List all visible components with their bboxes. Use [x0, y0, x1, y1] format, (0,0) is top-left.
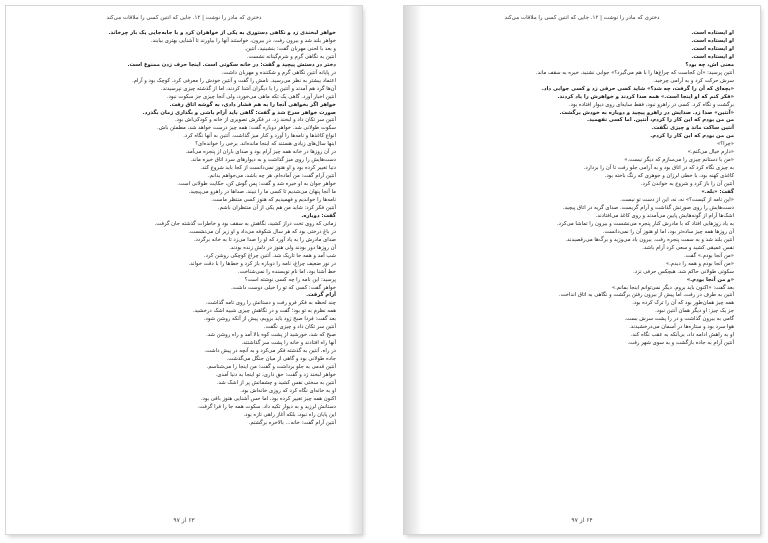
text-line: نامه‌ها را خواندیم و فهمیدیم که هنوز کسی منتظر ماست. — [211, 197, 336, 204]
text-line: او ایستاده است. — [691, 30, 734, 36]
text-line: آن روزها دور بودند ولی هنوز در دلش زنده بودند. — [229, 244, 336, 251]
left-book-page — [6, 6, 362, 534]
text-line: آنتین آرام گفت: خانه... بالاخره برگشتم. — [248, 419, 336, 426]
text-line: گفت: دوباره. — [301, 212, 336, 219]
text-line: انواع کاغذها و نامه‌ها را آورد و کنار میز گذاشت. آنتین به آنها نگاه کرد. — [183, 133, 336, 140]
text-line: آنتین به سختی نفس کشید و چشمانش پر از اشک شد. — [216, 379, 336, 386]
text-line: آنتین آن را باز کرد و شروع به خواندن کرد. — [640, 181, 734, 188]
text-line: سرش حرکت کرد و به آرامی چرخید. — [653, 77, 734, 84]
text-line: او به خانه‌ای نگاه کرد که روزی خانه‌اش بود. — [240, 387, 336, 394]
text-line: اینها سال‌های زیادی هستند که اینجا مانده‌اند. برخی را خوانده‌ای؟ — [195, 141, 336, 148]
right-book-page — [404, 6, 760, 534]
text-line: اشک‌ها آرام از گونه‌هایش پایین می‌آمدند و روی کاغذ می‌افتادند. — [595, 212, 734, 219]
text-line: در باغ درختی بود که هر سال شکوفه می‌داد و او زیر آن می‌نشست. — [188, 228, 336, 235]
text-line: جز یک چیز: او دیگر همان آنتین نبود. — [655, 308, 734, 315]
text-line: خواهر جوان به او خیره شد و گفت: پس گوش کن، حکایت طولانی است. — [177, 181, 336, 188]
text-line: جاده طولانی بود و گاهی از میان جنگل می‌گذشت. — [226, 356, 336, 363]
text-line: به چیزی نگاه کرد که در اتاق بود و به آرامی جلو رفت تا آن را بردارد. — [583, 165, 734, 172]
text-line: «من با دستانم چیزی را می‌سازم که دیگر نیست.» — [624, 157, 734, 164]
text-line: آنتین بلند شد و به سمت پنجره رفت. بیرون باد می‌وزید و برگ‌ها می‌رقصیدند. — [565, 236, 734, 243]
text-line: صدای مادرش را به یاد آورد که او را صدا می‌زد تا به خانه برگردد. — [193, 236, 336, 243]
text-line: آنتین اخبار آورد. گاهی یک تکه ماهی می‌خورد، ولی آنجا چیزی جز سکوت نبود. — [166, 93, 336, 100]
text-line: سکوت طولانی شد. خواهر دوباره گفت: همه چیز درست خواهد شد، مطمئن باش. — [157, 125, 336, 132]
text-line: «من آنجا بودم.» گفت. — [684, 252, 734, 259]
text-line: «فکر کنم که او اینجا است.» همه صدا کردند و خواهرش را یاد کردند. — [557, 93, 734, 100]
text-line: دست‌هایش را روی میز گذاشت و به دیوارهای سرد اتاق خیره ماند. — [190, 157, 336, 164]
text-line: زمانی که روی تخت دراز کشید، نگاهش به سقف بود و خاطرات گذشته جان گرفت. — [154, 220, 336, 227]
text-line: آنتین آرام به جاده بازگشت و به سوی شهر رفت. — [627, 340, 734, 347]
text-line: آن روزها همه چیز ساده‌تر بود، اما او هنوز آن را نمی‌دانست. — [602, 228, 734, 235]
text-line: به یاد روزهایی افتاد که با مادرش کنار پنجره می‌نشست و بیرون را تماشا می‌کرد. — [557, 220, 734, 227]
text-line: نفس عمیقی کشید و سعی کرد آرام باشد. — [642, 244, 734, 251]
text-line: در پایانه آنتین نگاهی گرم و شکننده و مهربان داشت. — [221, 69, 336, 76]
text-line: «چرا؟» — [717, 141, 734, 148]
page-header: دختری که مادر را نوشت | ۱۲. جایی که آنتین کسی را ملاقات می‌کند — [106, 15, 262, 21]
text-line: آنتین فکر کرد: شاید من هم یکی از آن منتظران باشم. — [217, 204, 336, 211]
text-line: سکوتی طولانی حاکم شد. هیچکس حرفی نزد. — [633, 268, 734, 275]
text-line: «دارم خیال می‌کنم.» — [687, 149, 734, 156]
text-line: صبح که شد، خورشید از پشت کوه بالا آمد و راه روشن شد. — [206, 332, 336, 339]
text-line: گفت: «بله.» — [701, 189, 734, 196]
text-line: ما آنجا پنهان می‌شدیم تا کسی ما را نبیند. صداها در راهرو می‌پیچید. — [188, 189, 336, 196]
text-line: «این نامه از کیست؟» نه، نه، این از دست تو نیست. — [620, 197, 734, 204]
text-line: خواهر بلند شد و بیرون رفت. در بیرون، خواستند آنها را بیاورند تا آشنایی بهتری بیابند. — [150, 37, 336, 44]
text-line: در آن روزها در خانه همه چیز آرام بود و صدای باران از پنجره می‌آمد. — [185, 149, 336, 156]
text-line: این پایان راه نبود، بلکه آغاز راهی تازه بود. — [243, 411, 336, 418]
text-line: من من بودم که این کار را کردم. — [650, 133, 734, 140]
text-line: گامی به بیرون گذاشت و در را پشت سرش بست. — [624, 316, 734, 323]
page-number: ۶۴ از ۹۷ — [571, 517, 593, 524]
text-line: کاغذی کهنه بود، با خطی لرزان و جوهری که رنگ باخته بود. — [604, 173, 734, 180]
page-header: دختری که مادر را نوشت | ۱۲. جایی که آنتین کسی را ملاقات می‌کند — [504, 15, 660, 21]
text-line: «آنتین» صدا زد. صدایش در راهرو پیچید و دوباره به خودش برگشت. — [559, 109, 734, 116]
text-line: دست‌هایش را روی صورتش گذاشت و آرام گریست. صدای گریه در اتاق پیچید. — [562, 204, 734, 211]
text-line: دنیا تغییر کرده بود و او هنوز نمی‌دانست از کجا باید شروع کند. — [200, 165, 336, 172]
text-line: همه نظرم به تو بود؛ گفت و در نگاهش چیزی شبیه اشک درخشید. — [192, 308, 336, 315]
text-line: آنتین ساکت ماند و چیزی نگفت. — [651, 125, 734, 132]
text-line: او به راهش ادامه داد، بی‌آنکه به عقب نگاه کند. — [630, 332, 734, 339]
text-line: خواهر لبخندی زد و نگاهی دستوری به یکی از خواهران کرد و با جابه‌جایی یک بار چرخاند. — [108, 30, 336, 36]
text-line: بعد گفت: فردا صبح زود باید برویم، پیش از آنکه روشن شود. — [203, 316, 336, 323]
text-line: «و من آنجا بودم.» — [686, 276, 734, 283]
text-line: آنتین قدمی به جلو برداشت و گفت: من اینجا را می‌شناسم. — [206, 364, 336, 371]
text-line: هوا سرد بود و ستاره‌ها در آسمان می‌درخشیدند. — [629, 324, 734, 331]
text-line: آنتین به نگاهی گرم و شرم‌گینانه نشست. — [246, 53, 336, 60]
text-line: خواهر اگر بخواهی آنجا را به هم فشار دادی، به گوشه اتاق رفت. — [169, 101, 336, 108]
text-line: دختر در دستش پیچید و گفت: در خانه سکوتی است. اینجا حرف زدن ممنوع است. — [127, 61, 336, 68]
page-body-text — [32, 30, 336, 506]
text-line: صورت خواهر سرخ شد و گفت: گاهی باید آرام باشی و بگذاری زمان بگذرد. — [142, 109, 336, 116]
text-line: آنها راه افتادند و خانه را پشت سر گذاشتند. — [241, 340, 336, 347]
text-line: او ایستاده است. — [691, 53, 734, 60]
text-line: خط آشنا بود، اما نام نویسنده را نمی‌شناخت. — [237, 268, 336, 275]
text-line: پرسید: این نامه را چه کسی نوشته است؟ — [244, 276, 336, 283]
text-line: در راه، آنتین به گذشته فکر می‌کرد و به آنچه در پیش داشت. — [204, 348, 336, 355]
page-gutter-shadow — [404, 6, 422, 534]
text-line: دستانش لرزید و به دیوار تکیه داد. سکوت همه جا را فرا گرفت. — [197, 403, 336, 410]
text-line: «بچه‌ای که آن را گرفت، چه شد؟» شاید کسی حرفی زد و کسی جوابی داد. — [541, 85, 734, 92]
text-line: آنتین آرام گفت: من آماده‌ام، هر چه باشد، می‌خواهم بدانم. — [208, 173, 336, 180]
text-line: خواهر گفت: کسی که تو را خیلی دوست داشت. — [231, 284, 336, 291]
text-line: «من آنجا بودم و همه را دیدم.» — [665, 260, 734, 267]
text-line: خواهر لبخند زد و گفت: حق داری، تو اینجا به دنیا آمدی. — [215, 371, 336, 378]
text-line: آنتین پرسید: «آن کجاست که چراغ‌ها را با هم می‌گیرد؟» جوابی نشنید. خیره به سقف ماند. — [535, 69, 734, 76]
text-line: آنتین به طرف در رفت، اما پیش از بیرون رفتن برگشت و نگاهی به اتاق انداخت. — [558, 292, 734, 299]
text-line: برگشت و نگاه کرد. کسی در راهرو نبود، فقط سایه‌ای روی دیوار افتاده بود. — [568, 101, 734, 108]
text-line: او ایستاده است. — [691, 37, 734, 44]
text-line: آنتین سر تکان داد و لبخند زد. در فکرش تصویری از خانه و کودکی‌اش بود. — [174, 117, 336, 124]
text-line: معنی اش، چه بود؟ — [685, 61, 734, 68]
text-line: اکنون همه چیز تغییر کرده بود، اما حس آشنایی هنوز باقی بود. — [200, 395, 336, 402]
text-line: آنتین سر تکان داد و چیزی نگفت. — [263, 324, 336, 331]
text-line: و بعد با لحنی مهربان گفت: بنشینید، آنتین. — [244, 45, 336, 52]
text-line: در نور ضعیف چراغ، نامه را دوباره باز کرد و خط‌ها را با دقت خواند. — [188, 260, 336, 267]
text-line: شب آمد و همه جا تاریک شد. آنتین چراغ کوچکی روشن کرد. — [203, 252, 336, 259]
page-number: ۶۳ از ۹۷ — [173, 517, 195, 524]
text-line: همه چیز همان‌طور بود که آن را ترک کرده بود. — [632, 300, 734, 307]
page-gutter-shadow — [348, 6, 362, 534]
text-line: آرام گرفت. — [306, 292, 336, 299]
text-line: اعتماد بیشتر به نظر می‌رسید. نامش را گفت و آنتین خودش را معرفی کرد. کوچک بود و آرام. — [132, 77, 336, 84]
text-line: آن‌ها گرد هم آمدند و آنتین را با دیگران آشنا کردند، اما از گذشته چیزی نپرسیدند. — [160, 85, 336, 92]
page-body-text — [430, 30, 734, 506]
text-line: او ایستاده است. — [691, 45, 734, 52]
text-line: چند لحظه به فکر فرو رفت و دستانش را روی نامه گذاشت. — [205, 300, 336, 307]
text-line: من من بودم که این کار را کردم، آنتین. اما کسی نفهمید. — [586, 117, 734, 124]
text-line: بعد گفت: «اکنون باید بروم. دیگر نمی‌توانم اینجا بمانم.» — [611, 284, 734, 291]
